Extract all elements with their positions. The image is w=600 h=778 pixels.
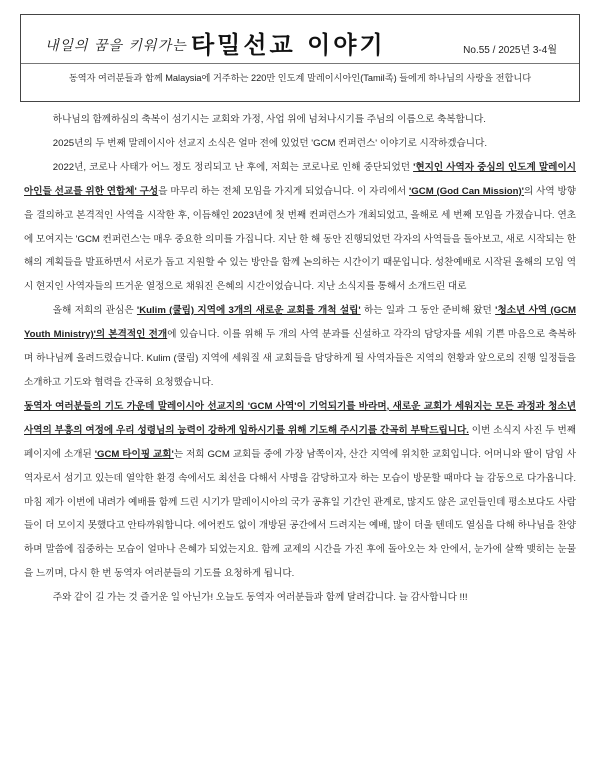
tagline-small: 내일의 꿈을 키워가는 xyxy=(45,38,187,54)
issue-number: No.55 / 2025년 3-4월 xyxy=(463,45,557,56)
paragraph-prayer xyxy=(24,395,576,586)
paragraph-greeting: 하나님의 함께하심의 축복이 섬기시는 교회와 가정, 사업 위에 넘쳐나시기를 주님의 이름으로 축복합니다. xyxy=(52,114,486,125)
highlight-kulim: 'Kulim (쿨림) 지역에 3개의 새로운 교회를 개척 설립' xyxy=(136,305,361,317)
text-run: 의 사역 방향을 결의하고 본격적인 사역을 시작한 후, 이듬해인 2023년에 첫 번째 컨퍼런스가 개최되었고, 올해로 세 번째 모임을 가졌습니다. 연초에 모여지는 'GCM 컨퍼런스'는 매우 중요한 의미를 가집니다. 지난 한 해 동안 진행되었던 각자의 사역들을 돌아보고, 새로 시작되는 한 해의 계획들을 발표하면서 서로가 돕고 지원할 수 있는 방안을 함께 논의하는 시간이기 때문입니다. 성찬예배로 시작된 올해의 모임 역시 현지인 사역자들의 뜨거운 열정으로 채워진 은혜의 시간이었습니다. 지난 소식지를 통해서 소개드린 대로 xyxy=(24,185,577,293)
paragraph-gcm-conference xyxy=(24,156,576,299)
highlight-union: '현지인 사역자 중심의 인도계 말레이시아인들 선교를 위한 연합체' 구성 xyxy=(24,161,576,197)
newsletter-subtitle: 동역자 여러분들과 함께 Malaysia에 거주하는 220만 인도계 말레이시아인(Tamil족) 들에게 하나님의 사랑을 전합니다 xyxy=(68,73,532,83)
highlight-taiping: 'GCM 타이핑 교회' xyxy=(94,448,174,460)
text-run: 을 마무리 하는 전체 모임을 가지게 되었습니다. 이 자리에서 xyxy=(158,185,410,197)
paragraph-closing: 주와 같이 길 가는 것 즐거운 일 아닌가! 오늘도 동역자 여러분들과 함께 달려갑니다. 늘 감사합니다 !!! xyxy=(52,592,468,604)
newsletter-body xyxy=(24,108,576,610)
text-run: 하는 일과 그 동안 준비해 왔던 xyxy=(360,305,496,317)
header-divider xyxy=(21,63,579,64)
text-run: 이번 소식지 사진 두 번째 페이지에 소개된 xyxy=(24,424,576,460)
highlight-gcm: 'GCM (God Can Mission)' xyxy=(409,185,524,197)
text-run: 는 저희 GCM 교회들 중에 가장 남쪽이자, 산간 지역에 위치한 교회입니다. 어머니와 딸이 담임 사역자로서 섬기고 있는데 열악한 환경 속에서도 최선을 다해서 사명을 감당하고자 하는 모습이 방문할 때마다 늘 감동으로 다가옵니다. 마침 제가 이번에 내려가 예배를 함께 드린 시기가 말레이시아의 국가 공휴일 기간인 관계로, 많지도 않은 교인들인데 평소보다도 사람들이 더 모이지 못했다고 안타까워합니다. 에어컨도 없이 개방된 공간에서 드려지는 예배, 많이 더울 텐데도 열심을 다해 하나님을 찬양하며 말씀에 집중하는 모습이 얼마나 은혜가 되었는지요. 함께 교제의 시간을 가진 후에 돌아오는 차 안에서, 눈가에 살짝 맺히는 눈물을 느끼며, 다시 한 번 동역자 여러분들의 기도를 요청하게 됩니다. xyxy=(24,448,576,580)
highlight-prayer-request: 동역자 여러분들의 기도 가운데 말레이시아 선교지의 'GCM 사역'이 기억되기를 바라며, 새로운 교회가 세워지는 모든 과정과 청소년 사역의 부흥의 여정에 우리 성령님의 능력이 강하게 임하시기를 위해 기도해 주시기를 간곡히 부탁드립니다. xyxy=(24,400,576,436)
highlight-youth: '청소년 사역 (GCM Youth Ministry)'의 본격적인 전개 xyxy=(24,305,576,341)
newsletter-title: 타밀선교 이야기 xyxy=(191,31,386,59)
paragraph-intro: 2025년의 두 번째 말레이시아 선교지 소식은 얼마 전에 있었던 'GCM 컨퍼런스' 이야기로 시작하겠습니다. xyxy=(52,137,488,149)
newsletter-header xyxy=(20,14,580,102)
text-run: 에 있습니다. 이를 위해 두 개의 사역 분과를 신설하고 각각의 담당자를 세워 기쁜 마음으로 축복하며 하나님께 올려드렸습니다. Kulim (쿨림) 지역에 세워질 새 교회들을 담당하게 될 사역자들은 지역의 현황과 앞으로의 진행 일정들을 소개하고 기도와 협력을 간곡히 요청했습니다. xyxy=(24,329,577,388)
text-run: 올해 저희의 관심은 xyxy=(52,305,137,317)
text-run: 2022년, 코로나 사태가 어느 정도 정리되고 난 후에, 저희는 코로나로 인해 중단되었던 xyxy=(52,161,414,173)
paragraph-focus xyxy=(24,299,576,395)
